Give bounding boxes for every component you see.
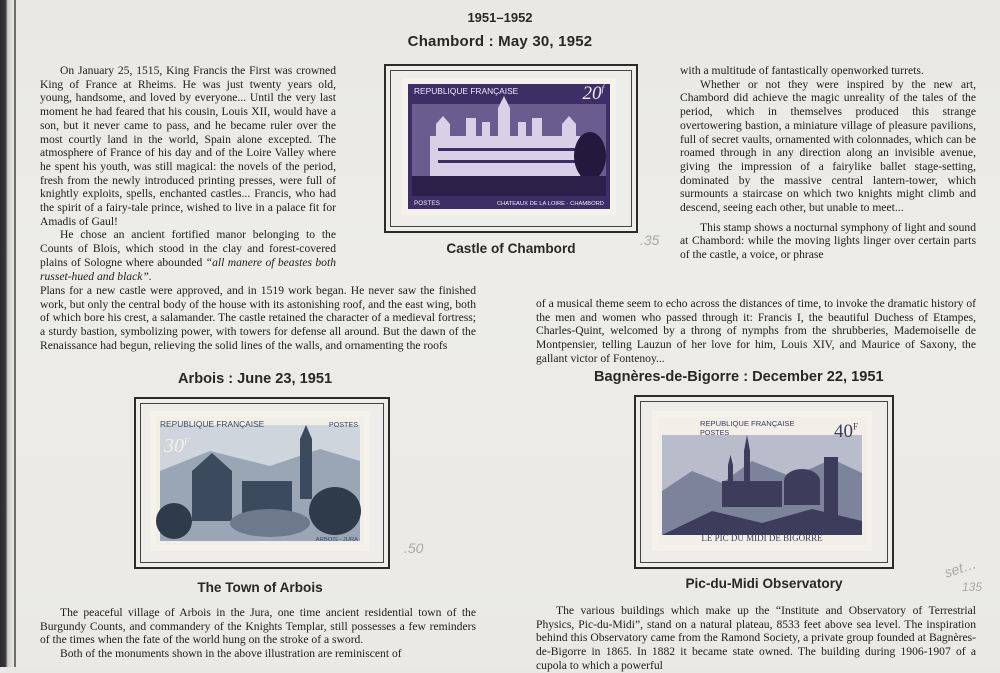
chambord-stamp-legend: CHATEAUX DE LA LOIRE · CHAMBORD [496,201,604,207]
arbois-text [40,606,476,661]
chambord-left-text [40,64,336,283]
chambord-quote: “all manere of beastes both russet-hued and black”. [40,255,336,283]
chambord-value-number: 20 [582,83,602,104]
picdumidi-stamp-frame [634,395,894,569]
picdumidi-text: The various buildings which make up the “Institute and Observatory of Terrestrial Physics, Pic-du-Midi”, stand on a natural plateau, 8533 feet above sea level. The inspiration behind this Observatory came from the Ramond Society, a private group founded at Bagnères-de-Bigorre in 1865. In 1882 it became state owned. The building during 1906-1907 of a cupola to which a powerful [536,604,976,672]
castle-caption: Castle of Chambord [446,241,576,256]
arbois-stamp-postes: POSTES [328,420,358,429]
chambord-right-para-1: with a multitude of fantastically openworked turrets. [680,64,924,77]
arbois-stamp-frame [134,397,390,569]
arbois-stamp-art [150,411,370,551]
chambord-para-1: On January 25, 1515, King Francis the First was crowned King of France at Rheims. He was just twenty years old, young, handsome, and loved by everyone... Until the very last moment he had feared that his cousin, Louis XII, would have a son, but it never came to pass, and he became ruler over the most courtly land in the world, Spain alone excepted. The atmosphere of France of his day and of the Loire Valley where he spent his youth, was still magical: the novels of the period, fresh from the newly introduced printing presses, were full of knightly exploits, spells, enchanted castles... Francis, who had the spirit of a fairy-tale prince, wished to live in a palace fit for Amadis of Gaul! [40,64,336,228]
arbois-heading: Arbois : June 23, 1951 [178,371,333,387]
arbois-stamp [150,411,370,551]
arbois-caption: The Town of Arbois [197,580,323,595]
pencil-mark-number: 135 [962,580,983,594]
chambord-stamp [402,78,616,215]
picdumidi-stamp-legend: LE PIC DU MIDI DE BIGORRE [701,533,823,543]
pencil-mark-price-2: .50 [404,540,424,556]
chambord-stamp-country: REPUBLIQUE FRANÇAISE [414,86,519,96]
picdumidi-stamp-postes: POSTES [700,428,730,437]
picdumidi-stamp [652,411,872,551]
chambord-right-para-3: This stamp shows a nocturnal symphony of light and sound at Chambord: while the moving lights linger over certain parts of the castle, a voice, or phrase [680,220,976,262]
picdumidi-caption: Pic-du-Midi Observatory [685,576,843,591]
chambord-para-2-text: He chose an ancient fortified manor belonging to the Counts of Blois, which stood in the clay and forest-covered plains of Sologne where abounded [40,228,336,269]
page-years: 1951–1952 [467,10,533,25]
picdumidi-stamp-country: REPUBLIQUE FRANÇAISE [700,419,795,428]
chambord-heading: Chambord : May 30, 1952 [407,33,593,50]
chambord-stamp-frame [384,64,638,233]
picdumidi-stamp-value: $40^F$ [833,421,858,442]
arbois-value-number: 30 [164,435,184,457]
chambord-wide-right-text: of a musical theme seem to echo across the distances of time, to invoke the dramatic history of the men and women who passed through it: Francis I, the beautiful Duchess of Etampes, Charles-Quint, welcomed by a throng of nymphs from the shrubberies, Mademoiselle de Montpensier, telling Lauzun of her love for him, Louis XIV, and Maurice of Saxony, the gallant victor of Fontenoy... [536,297,976,365]
chambord-para-2 [40,228,336,283]
arbois-stamp-value: $30^F$ [164,435,190,457]
arbois-stamp-country: REPUBLIQUE FRANÇAISE [160,419,265,429]
page-border-rule [14,0,16,667]
chambord-stamp-value: 20$^f$ [582,83,604,104]
arbois-para-2: Both of the monuments shown in the above illustration are reminiscent of [60,647,402,661]
picdumidi-value-number: 40 [833,421,853,442]
arbois-para-1: The peaceful village of Arbois in the Jura, one time ancient residential town of the Burgundy Counts, and commandery of the Knights Templar, still possesses a few reminders of the times when the fate of the world hung on the stroke of a sword. [40,606,476,647]
chambord-wide-text: Plans for a new castle were approved, and in 1519 work began. He never saw the finished work, but only the central body of the house with its astonishing roof, and the east wing, both of which bore his crest, a salamander. The castle retained the character of a medieval fortress; a sturdy bastion, symbolizing power, with towers for defense all around. But the dawn of the Renaissance had begun, relieving the solid lines of the walls, and ornamenting the roofs [40,284,476,352]
chambord-stamp-postes: POSTES [414,200,440,207]
chambord-right-para-2: Whether or not they were inspired by the new art, Chambord did achieve the magic unreality of the tales of the period, which in themselves produced this strange overtowering bastion, a miniature village of pleasure pavilions, full of secret vaults, ornamented with colonnades, which can be roamed through in any direction along an invisible avenue, giving the impression of a fairylike ballet stage-setting, dominated by the massive central lantern-tower, which surmounts a staircase on which two knights might climb and descend, seeing each other, but unable to meet... [680,77,976,215]
pencil-mark-price-1: .35 [640,232,660,248]
arbois-stamp-legend: ARBOIS - JURA [315,537,358,543]
bigorre-heading: Bagnères-de-Bigorre : December 22, 1951 [594,369,884,385]
pencil-mark-set: set… [942,555,979,581]
chambord-right-text [680,64,976,262]
album-binding-edge [0,0,14,667]
